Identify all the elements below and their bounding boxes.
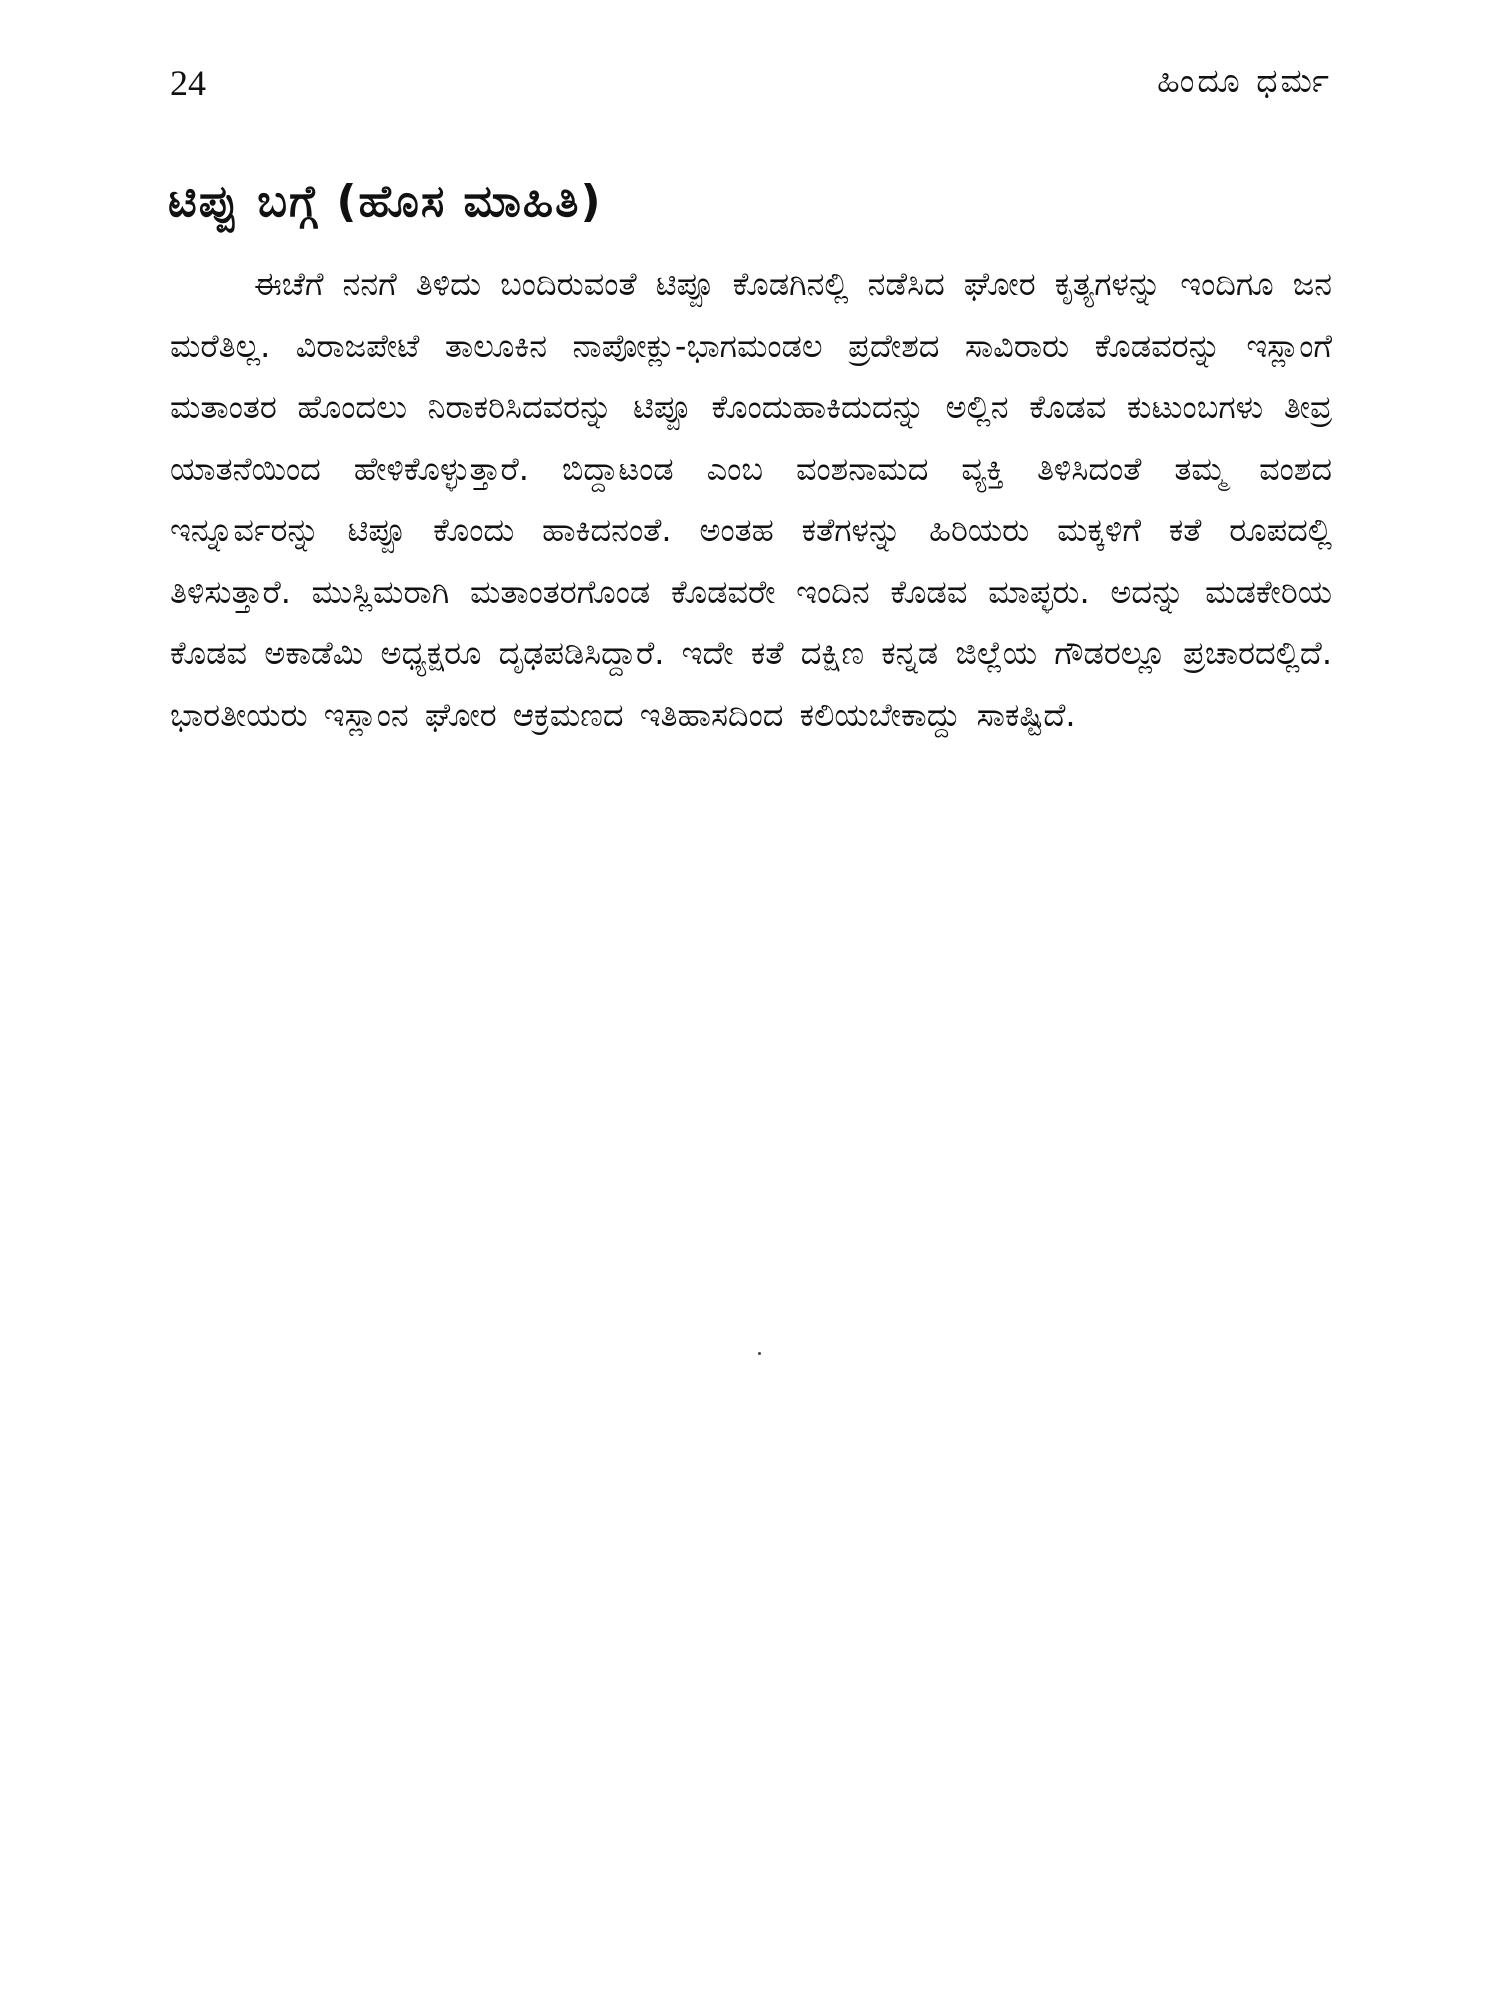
running-header-title: ಹಿಂದೂ ಧರ್ಮ bbox=[1157, 61, 1332, 100]
scan-speck bbox=[758, 1352, 761, 1355]
body-paragraph: ಈಚೆಗೆ ನನಗೆ ತಿಳಿದು ಬಂದಿರುವಂತೆ ಟಿಪ್ಪೂ ಕೊಡಗಿನಲ್ಲಿ ನಡೆಸಿದ ಘೋರ ಕೃತ್ಯಗಳನ್ನು ಇಂದಿಗೂ ಜನ ಮರೆತಿಲ್ಲ. ವಿರಾಜಪೇಟೆ ತಾಲೂಕಿನ ನಾಪೋಕ್ಲು-ಭಾಗಮಂಡಲ ಪ್ರದೇಶದ ಸಾವಿರಾರು ಕೊಡವರನ್ನು ಇಸ್ಲಾಂಗೆ ಮತಾಂತರ ಹೊಂದಲು ನಿರಾಕರಿಸಿದವರನ್ನು ಟಿಪ್ಪೂ ಕೊಂದುಹಾಕಿದುದನ್ನು ಅಲ್ಲಿನ ಕೊಡವ ಕುಟುಂಬಗಳು ತೀವ್ರ ಯಾತನೆಯಿಂದ ಹೇಳಿಕೊಳ್ಳುತ್ತಾರೆ. ಬಿದ್ದಾಟಂಡ ಎಂಬ ವಂಶನಾಮದ ವ್ಯಕ್ತಿ ತಿಳಿಸಿದಂತೆ ತಮ್ಮ ವಂಶದ ಇನ್ನೂರ್ವರನ್ನು ಟಿಪ್ಪೂ ಕೊಂದು ಹಾಕಿದನಂತೆ. ಅಂತಹ ಕತೆಗಳನ್ನು ಹಿರಿಯರು ಮಕ್ಕಳಿಗೆ ಕತೆ ರೂಪದಲ್ಲಿ ತಿಳಿಸುತ್ತಾರೆ. ಮುಸ್ಲಿಮರಾಗಿ ಮತಾಂತರಗೊಂಡ ಕೊಡವರೇ ಇಂದಿನ ಕೊಡವ ಮಾಪ್ಳರು. ಅದನ್ನು ಮಡಕೇರಿಯ ಕೊಡವ ಅಕಾಡೆಮಿ ಅಧ್ಯಕ್ಷರೂ ದೃಢಪಡಿಸಿದ್ದಾರೆ. ಇದೇ ಕತೆ ದಕ್ಷಿಣ ಕನ್ನಡ ಜಿಲ್ಲೆಯ ಗೌಡರಲ್ಲೂ ಪ್ರಚಾರದಲ್ಲಿದೆ. ಭಾರತೀಯರು ಇಸ್ಲಾಂನ ಘೋರ ಆಕ್ರಮಣದ ಇತಿಹಾಸದಿಂದ ಕಲಿಯಬೇಕಾದ್ದು ಸಾಕಷ್ಟಿದೆ. bbox=[170, 265, 1332, 734]
section-title: ಟಿಪ್ಪು ಬಗ್ಗೆ (ಹೊಸ ಮಾಹಿತಿ) bbox=[168, 176, 603, 227]
page-number: 24 bbox=[170, 63, 206, 103]
